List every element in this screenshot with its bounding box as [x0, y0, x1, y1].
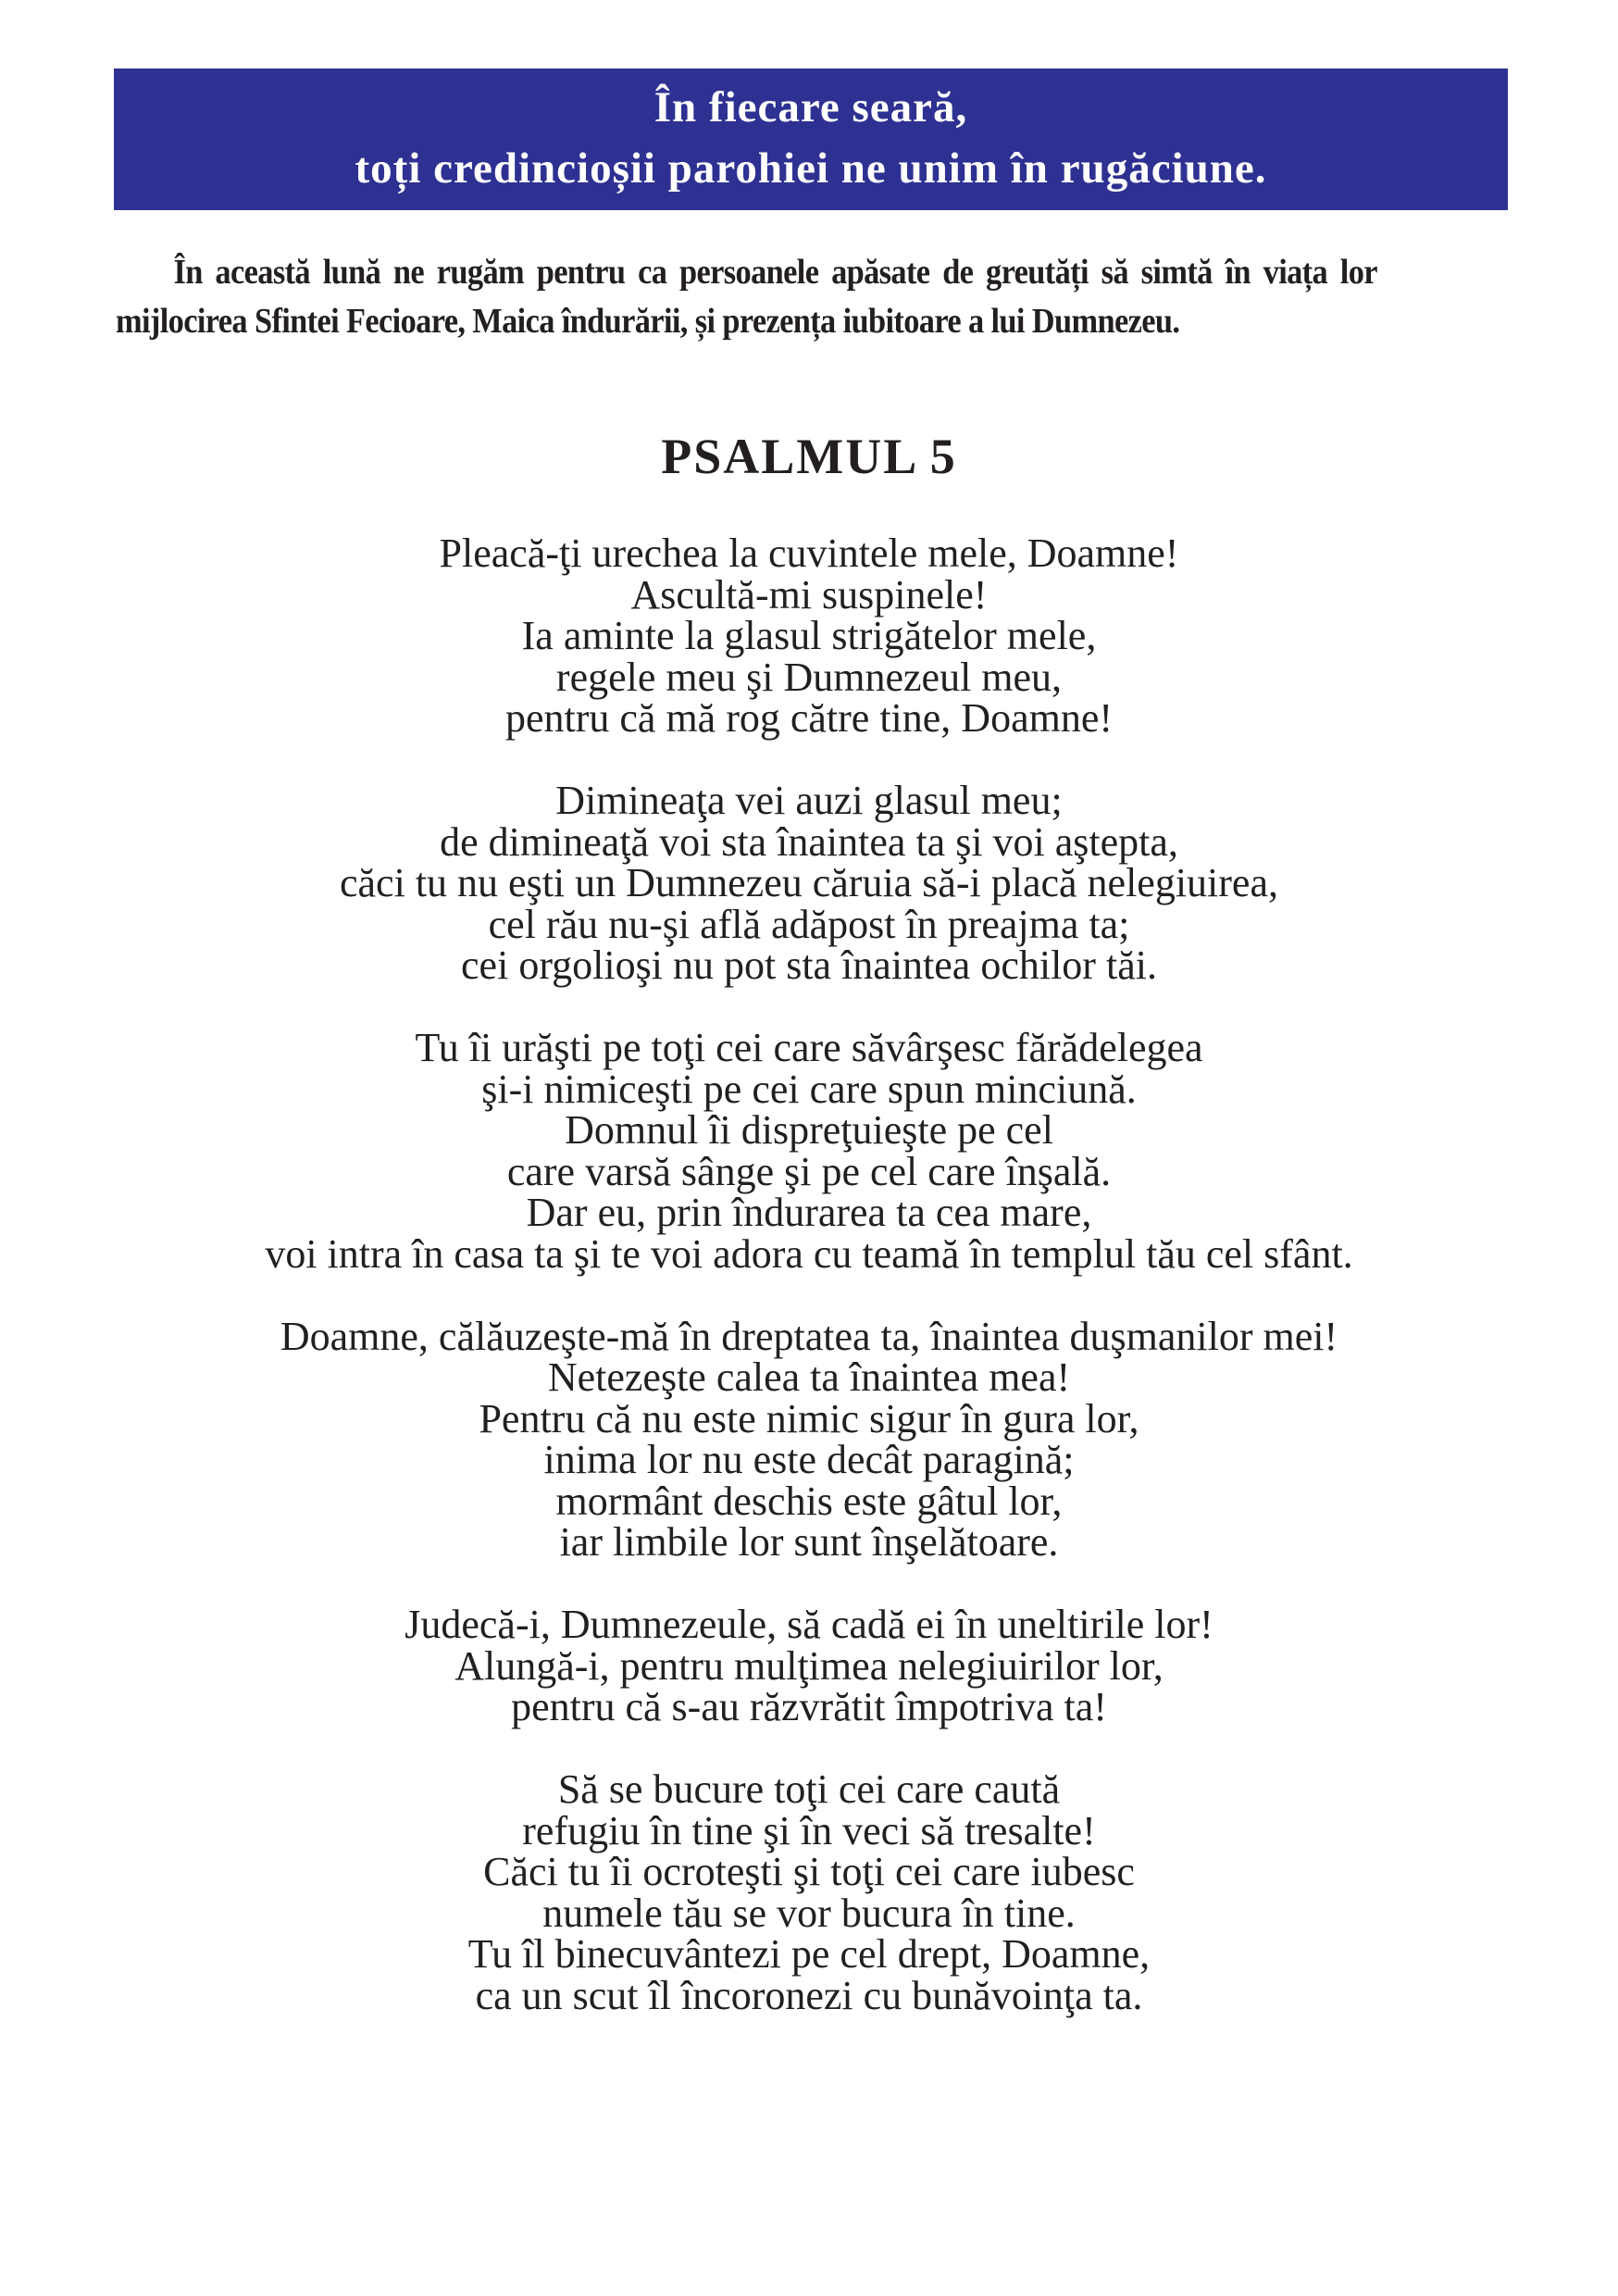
psalm-verses: [0, 530, 1618, 2058]
psalm-stanza: [0, 1313, 1618, 1565]
verse-line: de dimineaţă voi sta înaintea ta şi voi aştepta,: [440, 818, 1178, 865]
verse-line: Pentru că nu este nimic sigur în gura lor,: [479, 1395, 1139, 1441]
verse-line: Ia aminte la glasul strigătelor mele,: [521, 613, 1097, 658]
verse-line: cei orgolioşi nu pot sta înaintea ochilor tăi.: [461, 942, 1157, 988]
verse-line: Netezeşte calea ta înaintea mea!: [547, 1354, 1071, 1400]
verse-line: şi-i nimiceşti pe cei care spun minciună.: [481, 1066, 1137, 1112]
verse-line: pentru că s-au răzvrătit împotriva ta!: [511, 1684, 1107, 1729]
verse-line: Doamne, călăuzeşte-mă în dreptatea ta, înaintea duşmanilor mei!: [280, 1313, 1338, 1359]
verse-line: Dimineaţa vei auzi glasul meu;: [555, 778, 1063, 823]
psalm-stanza: [0, 1766, 1618, 2018]
verse-line: care varsă sânge şi pe cel care înşală.: [506, 1148, 1112, 1194]
psalm-stanza: [0, 1604, 1618, 1728]
psalm-stanza: [0, 530, 1618, 741]
verse-line: Domnul îi dispreţuieşte pe cel: [565, 1107, 1053, 1153]
verse-line: numele tău se vor bucura în tine.: [542, 1890, 1076, 1936]
banner-line-2: toți credincioșii parohiei ne unim în rugăciune.: [355, 144, 1267, 193]
verse-line: refugiu în tine şi în veci să tresalte!: [522, 1807, 1096, 1853]
verse-line: Pleacă-ţi urechea la cuvintele mele, Doamne!: [439, 530, 1179, 576]
header-banner: [114, 69, 1508, 210]
verse-line: voi intra în casa ta şi te voi adora cu teamă în templul tău cel sfânt.: [265, 1230, 1353, 1277]
verse-line: regele meu şi Dumnezeul meu,: [555, 654, 1063, 700]
verse-line: ca un scut îl încoronezi cu bunăvoinţa ta.: [475, 1972, 1143, 2018]
verse-line: pentru că mă rog către tine, Doamne!: [504, 695, 1114, 741]
verse-line: iar limbile lor sunt înşelătoare.: [559, 1519, 1059, 1565]
verse-line: Tu îi urăşti pe toţi cei care săvârşesc fărădelegea: [415, 1025, 1203, 1070]
banner-line-1: În fiecare seară,: [653, 83, 968, 131]
psalm-stanza: [0, 780, 1618, 987]
intro-paragraph: În această lună ne rugăm pentru ca persoanele apăsate de greutăți să simtă în viața lor mijlocirea Sfintei Fecioare, Maica îndurării, și prezența iubitoare a lui Dumnezeu.: [116, 253, 1377, 341]
psalm-stanza: [0, 1025, 1618, 1277]
verse-line: Tu îl binecuvântezi pe cel drept, Doamne,: [467, 1931, 1151, 1977]
verse-line: inima lor nu este decât paragină;: [543, 1437, 1075, 1482]
verse-line: cel rău nu-şi află adăpost în preajma ta;: [488, 901, 1130, 947]
verse-line: Dar eu, prin îndurarea ta cea mare,: [526, 1190, 1092, 1235]
verse-line: Alungă-i, pentru mulţimea nelegiuirilor lor,: [454, 1642, 1164, 1689]
verse-line: Să se bucure toţi cei care caută: [557, 1766, 1061, 1812]
verse-line: Judecă-i, Dumnezeule, să cadă ei în uneltirile lor!: [404, 1602, 1214, 1647]
psalm-title: PSALMUL 5: [661, 429, 957, 484]
verse-line: Ascultă-mi suspinele!: [630, 571, 988, 618]
verse-line: Căci tu îi ocroteşti şi toţi cei care iubesc: [483, 1849, 1135, 1894]
verse-line: căci tu nu eşti un Dumnezeu căruia să-i placă nelegiuirea,: [340, 860, 1278, 905]
verse-line: mormânt deschis este gâtul lor,: [555, 1478, 1063, 1524]
